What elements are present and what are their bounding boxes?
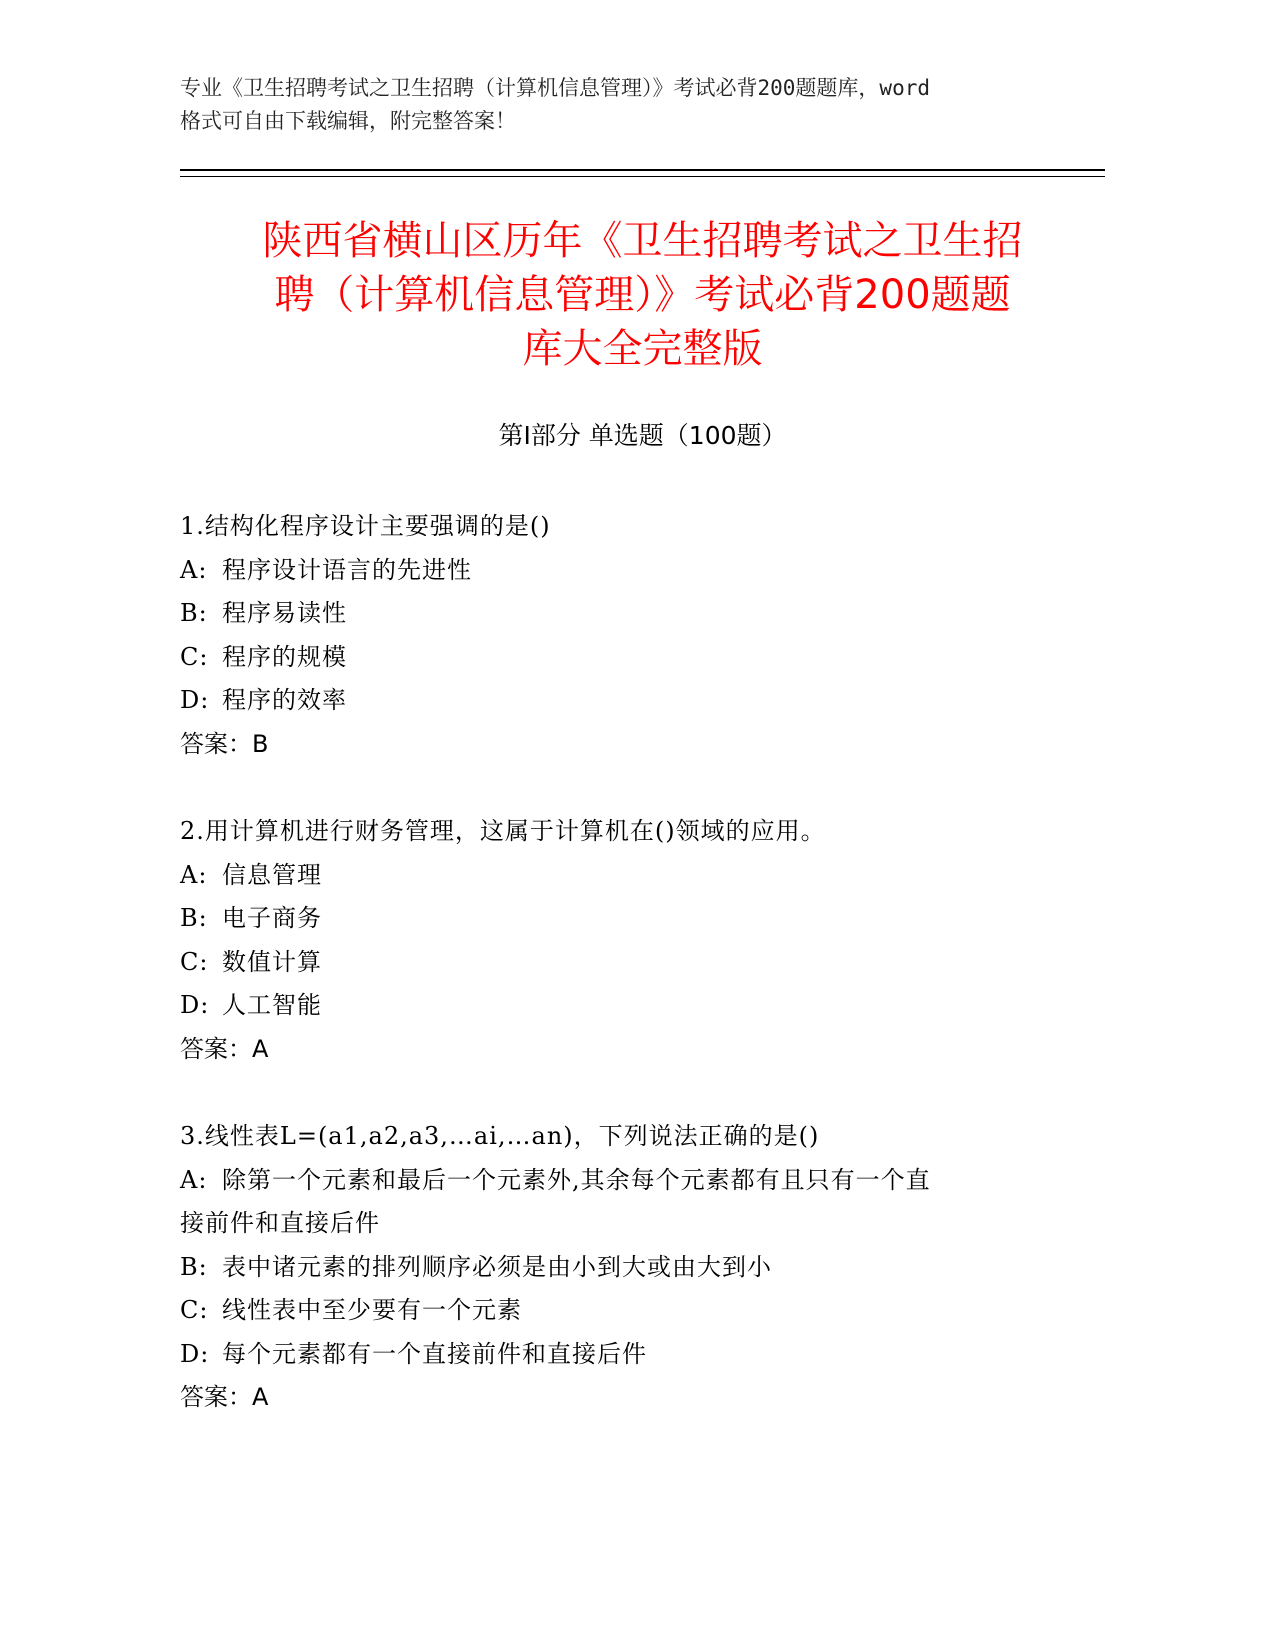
- header-divider-thin: [180, 176, 1105, 177]
- option-a-line-1: [180, 1159, 1050, 1203]
- option-text: 除第一个元素和最后一个元素外,其余每个元素都有且只有一个直: [222, 1165, 931, 1194]
- option-letter: B:: [180, 599, 208, 627]
- option-d: [180, 984, 1050, 1028]
- option-text: 信息管理: [222, 860, 322, 889]
- option-b: [180, 897, 1050, 941]
- answer-line: 答案：B: [180, 729, 269, 758]
- option-c: [180, 1289, 1050, 1333]
- option-letter: A:: [180, 860, 208, 889]
- option-text: 程序设计语言的先进性: [222, 555, 472, 584]
- option-letter: A:: [180, 1165, 208, 1194]
- answer-line: 答案：A: [180, 1034, 269, 1063]
- option-text: 表中诸元素的排列顺序必须是由小到大或由大到小: [222, 1252, 772, 1281]
- answer-line: 答案：A: [180, 1383, 269, 1411]
- option-a: [180, 1159, 1050, 1246]
- option-letter: D:: [180, 991, 210, 1019]
- question-item: [180, 810, 1050, 1071]
- option-letter: C:: [180, 1296, 209, 1324]
- option-a: [180, 854, 1050, 898]
- question-stem: 3.线性表L=(a1,a2,a3,…ai,…an)，下列说法正确的是(): [180, 1122, 820, 1150]
- header-note: [180, 72, 1080, 138]
- header-note-line-1: 专业《卫生招聘考试之卫生招聘（计算机信息管理）》考试必背200题题库，word: [180, 76, 930, 100]
- option-c: [180, 941, 1050, 985]
- option-b: [180, 592, 1050, 636]
- option-letter: B:: [180, 904, 208, 932]
- option-text: 线性表中至少要有一个元素: [222, 1296, 522, 1324]
- option-a: [180, 549, 1050, 593]
- document-title-line-3: 库大全完整版: [522, 326, 763, 372]
- option-text: 程序的规模: [222, 642, 347, 671]
- question-stem: 1.结构化程序设计主要强调的是(): [180, 512, 551, 540]
- option-d: [180, 679, 1050, 723]
- question-item: [180, 1115, 1050, 1420]
- option-text: 电子商务: [222, 904, 322, 932]
- option-b: [180, 1246, 1050, 1290]
- question-stem: 2.用计算机进行财务管理，这属于计算机在()领域的应用。: [180, 817, 826, 845]
- question-list: [180, 505, 1050, 1464]
- option-a-line-2: 接前件和直接后件: [180, 1209, 380, 1237]
- option-letter: D:: [180, 1339, 210, 1368]
- option-letter: B:: [180, 1252, 208, 1281]
- document-title-line-1: 陕西省横山区历年《卫生招聘考试之卫生招: [262, 218, 1023, 264]
- header-divider-thick: [180, 169, 1105, 171]
- document-title: [180, 214, 1105, 376]
- header-note-line-2: 格式可自由下载编辑，附完整答案！: [180, 109, 516, 133]
- option-text: 每个元素都有一个直接前件和直接后件: [222, 1339, 647, 1368]
- section-heading: 第Ⅰ部分 单选题（100题）: [498, 421, 787, 450]
- option-text: 数值计算: [222, 947, 322, 976]
- option-text: 程序的效率: [222, 686, 347, 714]
- question-item: [180, 505, 1050, 766]
- option-text: 人工智能: [222, 991, 322, 1019]
- option-letter: C:: [180, 642, 209, 671]
- option-text: 程序易读性: [222, 599, 347, 627]
- option-letter: A:: [180, 555, 208, 584]
- document-title-line-2: 聘（计算机信息管理）》考试必背200题题: [274, 272, 1011, 318]
- option-letter: D:: [180, 686, 210, 714]
- option-d: [180, 1333, 1050, 1377]
- option-c: [180, 636, 1050, 680]
- option-letter: C:: [180, 947, 209, 976]
